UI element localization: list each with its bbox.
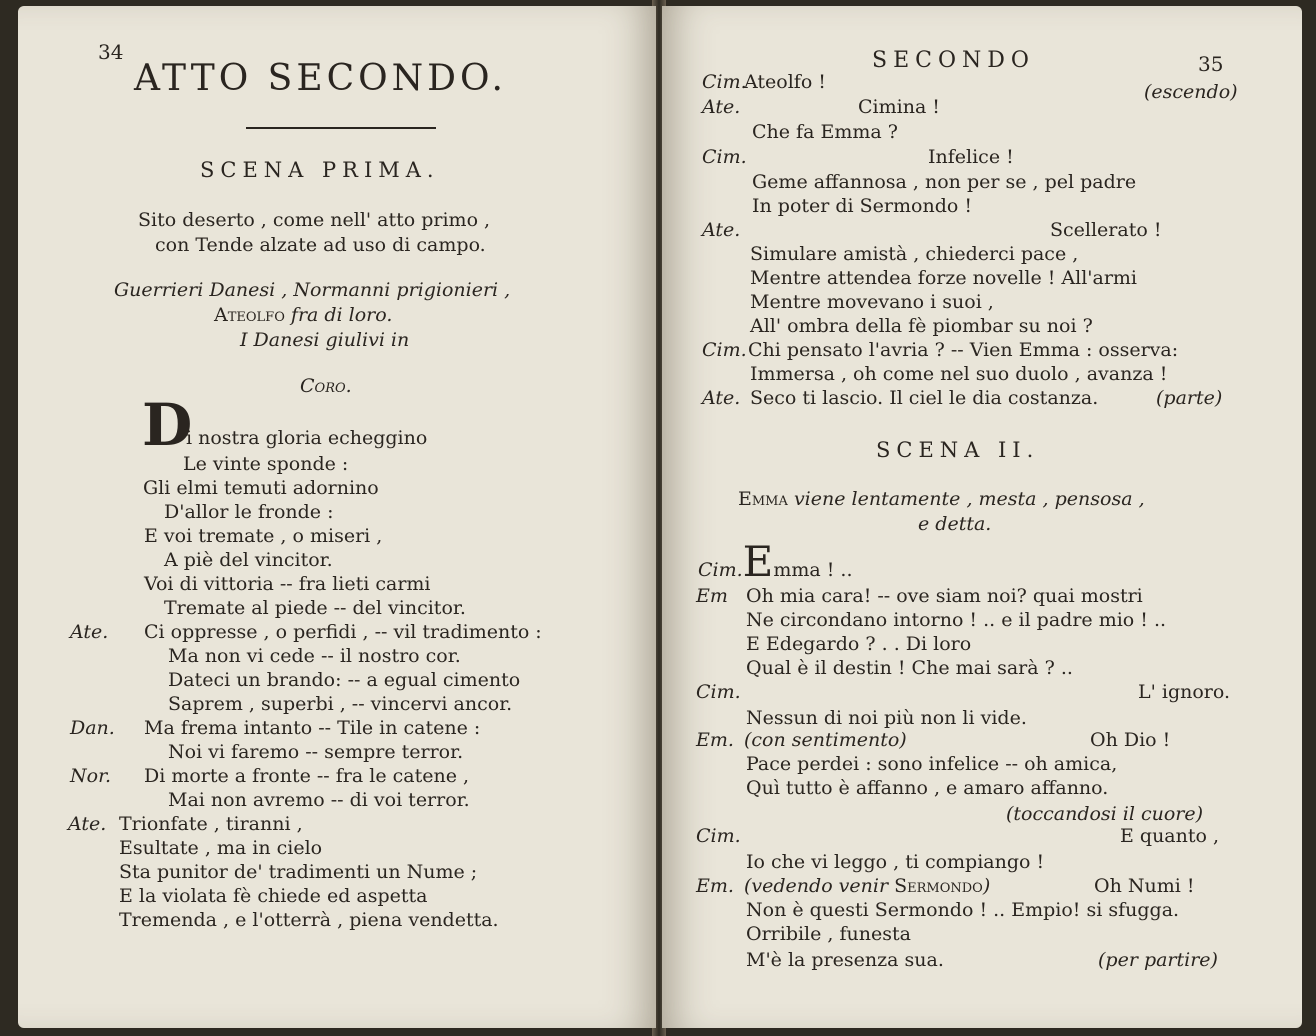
speaker-label: Ate. — [702, 219, 741, 241]
verse-text: Noi vi faremo -- sempre terror. — [168, 741, 464, 763]
speaker-label: Ate. — [702, 96, 741, 118]
speaker-label: Em. — [696, 729, 734, 751]
verse-text: Dateci un brando: -- a egual cimento — [168, 669, 521, 691]
verse-text: Esultate , ma in cielo — [119, 837, 323, 859]
dialogue-text: E Edegardo ? . . Di loro — [746, 633, 972, 655]
title-rule — [246, 127, 436, 129]
dialogue-text: Infelice ! — [928, 146, 1014, 168]
dialogue-text: Oh mia cara! -- ove siam noi? quai mostri — [746, 585, 1143, 607]
dialogue-text: (toccandosi il cuore) — [1006, 803, 1204, 825]
dialogue-text: Ateolfo ! — [744, 71, 826, 93]
act-title: ATTO SECONDO. — [134, 58, 507, 99]
speaker-label: Nor. — [70, 765, 112, 787]
big-initial: E — [742, 537, 774, 586]
right-page — [662, 6, 1302, 1028]
verse-text: i nostra gloria echeggino — [186, 427, 428, 449]
dialogue-text: Immersa , oh come nel suo duolo , avanza ! — [750, 363, 1168, 385]
characters-line-2 — [214, 303, 392, 327]
dialogue-text: Non è questi Sermondo ! .. Empio! si sfugga. — [746, 899, 1180, 921]
verse-text: D'allor le fronde : — [164, 501, 334, 523]
drop-cap: D — [142, 391, 193, 459]
verse-text: Gli elmi temuti adornino — [143, 477, 379, 499]
stage-direction — [744, 874, 990, 898]
dialogue-text: Io che vi leggo , ti compiango ! — [746, 851, 1045, 873]
scene-desc-line-2: e detta. — [918, 513, 992, 535]
stage-direction: (parte) — [1156, 387, 1223, 409]
verse-text: Tremenda , e l'otterrà , piena vendetta. — [119, 909, 499, 931]
verse-text: E voi tremate , o miseri , — [144, 525, 383, 547]
verse-text: Ma frema intanto -- Tile in catene : — [144, 717, 481, 739]
stage-direction: (escendo) — [1144, 81, 1238, 103]
scene-desc-text: viene lentamente , mesta , pensosa , — [793, 488, 1145, 510]
dialogue-text: Oh Numi ! — [1094, 875, 1195, 897]
dialogue-text: Scellerato ! — [1050, 219, 1162, 241]
dialogue-text: Che fa Emma ? — [752, 121, 898, 143]
direction-text: (vedendo venir — [744, 875, 889, 897]
verse-text: A piè del vincitor. — [164, 549, 333, 571]
stage-direction: (per partire) — [1098, 949, 1218, 971]
scene-desc-line-1 — [738, 487, 1145, 511]
verse-text: Di morte a fronte -- fra le catene , — [144, 765, 470, 787]
characters-text: fra di loro. — [290, 304, 393, 326]
dialogue-text: Qual è il destin ! Che mai sarà ? .. — [746, 657, 1073, 679]
verse-text: Mai non avremo -- di voi terror. — [168, 789, 470, 811]
dialogue-text: Orribile , funesta — [746, 923, 911, 945]
dialogue-text: In poter di Sermondo ! — [752, 195, 972, 217]
verse-text: Saprem , superbi , -- vincervi ancor. — [168, 693, 513, 715]
speaker-label: Dan. — [70, 717, 115, 739]
stage-direction — [744, 728, 907, 752]
verse-text: Ma non vi cede -- il nostro cor. — [168, 645, 461, 667]
dialogue-text: Nessun di noi più non li vide. — [746, 707, 1027, 729]
scene-desc-name: Emma — [738, 488, 788, 510]
dialogue-text: Simulare amistà , chiederci pace , — [750, 243, 1079, 265]
dialogue-text: Mentre movevano i suoi , — [750, 291, 994, 313]
dialogue-text: L' ignoro. — [1138, 681, 1231, 703]
speaker-label: Cim. — [702, 339, 747, 361]
speaker-label: Em — [696, 585, 728, 607]
dialogue-text: Ne circondano intorno ! .. e il padre mio ! .. — [746, 609, 1167, 631]
emma-call-text: mma ! .. — [773, 559, 853, 581]
speaker-label: Cim. — [696, 825, 741, 847]
characters-line-3: I Danesi giulivi in — [240, 329, 410, 351]
character-name: Ateolfo — [214, 304, 285, 326]
dialogue-text: Geme affannosa , non per se , pel padre — [752, 171, 1137, 193]
speaker-label: Ate. — [702, 387, 741, 409]
direction-end: ) — [982, 875, 991, 897]
emma-call — [698, 537, 853, 586]
verse-text: Tremate al piede -- del vincitor. — [164, 597, 466, 619]
scene-title-left: SCENA PRIMA. — [200, 158, 440, 182]
scene-title-right: SCENA II. — [876, 438, 1040, 462]
setting-line-1: Sito deserto , come nell' atto primo , — [138, 209, 491, 231]
dialogue-text: Pace perdei : sono infelice -- oh amica, — [746, 753, 1118, 775]
dialogue-text: Chi pensato l'avria ? -- Vien Emma : osserva: — [748, 339, 1179, 361]
setting-line-2: con Tende alzate ad uso di campo. — [155, 234, 486, 256]
dialogue-text: Cimina ! — [858, 96, 940, 118]
characters-line-1: Guerrieri Danesi , Normanni prigionieri , — [114, 279, 511, 301]
speaker-label: Ate. — [70, 621, 109, 643]
dialogue-text: Seco ti lascio. Il ciel le dia costanza. — [750, 387, 1099, 409]
verse-text: Trionfate , tiranni , — [119, 813, 303, 835]
verse-text: E la violata fè chiede ed aspetta — [119, 885, 428, 907]
speaker-label: Cim. — [696, 681, 741, 703]
coro-heading: Coro. — [300, 375, 352, 397]
speaker-label: Ate. — [68, 813, 107, 835]
direction-name: Sermondo — [894, 875, 983, 897]
verse-text: Ci oppresse , o perfidi , -- vil tradimento : — [144, 621, 542, 643]
verse-text: Sta punitor de' tradimenti un Nume ; — [119, 861, 478, 883]
page-number-right: 35 — [1198, 52, 1224, 76]
speaker-label: Em. — [696, 875, 734, 897]
verse-text: Le vinte sponde : — [183, 453, 349, 475]
dialogue-text: M'è la presenza sua. — [746, 949, 944, 971]
direction-text: (con sentimento) — [744, 729, 907, 751]
left-page — [18, 6, 656, 1028]
speaker-label: Cim. — [702, 146, 747, 168]
speaker-label: Cim. — [698, 559, 743, 581]
dialogue-text: All' ombra della fè piombar su noi ? — [750, 315, 1093, 337]
speaker-label: Cim. — [702, 71, 747, 93]
page-number-left: 34 — [98, 40, 124, 64]
dialogue-text: Oh Dio ! — [1090, 729, 1171, 751]
dialogue-text: Mentre attendea forze novelle ! All'armi — [750, 267, 1138, 289]
dialogue-text: Quì tutto è affanno , e amaro affanno. — [746, 777, 1109, 799]
verse-text: Voi di vittoria -- fra lieti carmi — [144, 573, 431, 595]
dialogue-text: E quanto , — [1120, 825, 1220, 847]
running-header: SECONDO — [872, 48, 1035, 73]
